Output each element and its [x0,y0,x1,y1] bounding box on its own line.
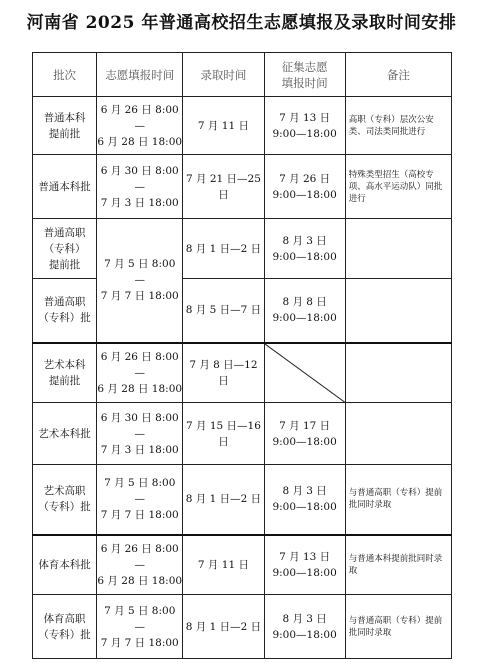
fill-time-cell: 6 月 26 日 8:00 — 6 月 28 日 18:00 [97,535,183,595]
solicit-time-cell: 8 月 3 日 9:00—18:00 [264,595,345,659]
batch-cell: 体育高职 （专科）批 [33,595,97,659]
table-row [33,595,452,659]
table-row [33,343,452,403]
table-row [33,465,452,535]
fill-time-cell: 6 月 30 日 8:00 — 7 月 3 日 18:00 [97,403,183,465]
batch-cell: 普通本科 提前批 [33,97,97,155]
solicit-time-cell-empty [264,343,345,403]
batch-cell: 艺术本科 提前批 [33,343,97,403]
admit-time-cell: 7 月 15 日—16 日 [183,403,264,465]
solicit-time-cell: 8 月 3 日 9:00—18:00 [264,219,345,279]
note-cell: 与普通高职（专科）提前批同时录取 [345,465,451,535]
note-cell [345,279,451,343]
solicit-time-cell: 8 月 8 日 9:00—18:00 [264,279,345,343]
solicit-time-cell: 7 月 26 日 9:00—18:00 [264,155,345,219]
fill-time-cell: 6 月 26 日 8:00 — 6 月 28 日 18:00 [97,343,183,403]
batch-cell: 体育本科批 [33,535,97,595]
batch-cell: 普通高职 （专科） 提前批 [33,219,97,279]
note-cell: 与普通本科提前批同时录取 [345,535,451,595]
fill-time-cell: 7 月 5 日 8:00 — 7 月 7 日 18:00 [97,219,183,343]
header-row [33,53,452,97]
schedule-table [32,52,452,659]
admit-time-cell: 8 月 1 日—2 日 [183,219,264,279]
table-row [33,219,452,279]
table-row [33,535,452,595]
note-cell [345,403,451,465]
note-cell [345,219,451,279]
note-cell: 特殊类型招生（高校专项、高水平运动队）同批进行 [345,155,451,219]
table-row [33,155,452,219]
page-title: 河南省 2025 年普通高校招生志愿填报及录取时间安排 [26,13,457,33]
note-cell: 高职（专科）层次公安类、司法类同批进行 [345,97,451,155]
diagonal-line [265,344,345,403]
admit-time-cell: 7 月 11 日 [183,97,264,155]
admit-time-cell: 7 月 11 日 [183,535,264,595]
fill-time-cell: 6 月 26 日 8:00 — 6 月 28 日 18:00 [97,97,183,155]
header-fill-time: 志愿填报时间 [97,53,183,97]
batch-cell: 普通本科批 [33,155,97,219]
note-cell: 与普通高职（专科）提前批同时录取 [345,595,451,659]
solicit-time-cell: 7 月 17 日 9:00—18:00 [264,403,345,465]
admit-time-cell: 7 月 21 日—25 日 [183,155,264,219]
solicit-time-cell: 8 月 3 日 9:00—18:00 [264,465,345,535]
header-batch: 批次 [33,53,97,97]
solicit-time-cell: 7 月 13 日 9:00—18:00 [264,97,345,155]
batch-cell: 艺术高职 （专科）批 [33,465,97,535]
note-cell [345,343,451,403]
table-row [33,279,452,343]
header-note: 备注 [345,53,451,97]
admit-time-cell: 8 月 1 日—2 日 [183,595,264,659]
table-row [33,97,452,155]
header-admit-time: 录取时间 [183,53,264,97]
batch-cell: 艺术本科批 [33,403,97,465]
header-solicit-time: 征集志愿 填报时间 [264,53,345,97]
table-row [33,403,452,465]
batch-cell: 普通高职 （专科）批 [33,279,97,343]
admit-time-cell: 7 月 8 日—12 日 [183,343,264,403]
fill-time-cell: 7 月 5 日 8:00 — 7 月 7 日 18:00 [97,595,183,659]
solicit-time-cell: 7 月 13 日 9:00—18:00 [264,535,345,595]
fill-time-cell: 7 月 5 日 8:00 — 7 月 7 日 18:00 [97,465,183,535]
admit-time-cell: 8 月 5 日—7 日 [183,279,264,343]
fill-time-cell: 6 月 30 日 8:00 — 7 月 3 日 18:00 [97,155,183,219]
admit-time-cell: 8 月 1 日—2 日 [183,465,264,535]
